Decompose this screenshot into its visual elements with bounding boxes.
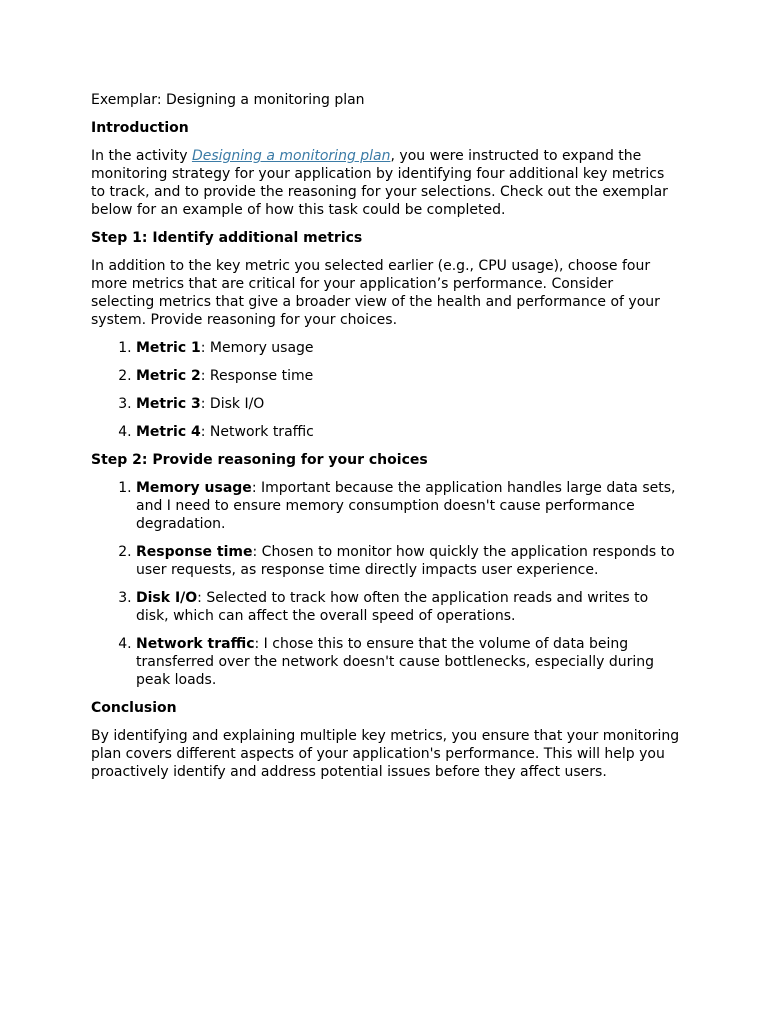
list-item (136, 589, 680, 625)
list-item (136, 635, 680, 689)
metric-term: Metric 4 (136, 424, 201, 440)
conclusion-heading: Conclusion (91, 700, 177, 716)
introduction-paragraph (91, 147, 680, 219)
metric-text: : Disk I/O (200, 396, 265, 412)
intro-text-before-link: In the activity (91, 148, 192, 164)
metrics-list (91, 339, 680, 441)
list-item (136, 367, 680, 385)
list-item (136, 395, 680, 413)
reason-text: : Chosen to monitor how quickly the application responds to user requests, as response time directly impacts user experience. (136, 544, 675, 578)
intro-text-after-link: , you were instructed to expand the monitoring strategy for your application by identifying four additional key metrics to track, and to provide the reasoning for your selections. Check out the exemplar below for an example of how this task could be completed. (91, 148, 668, 218)
document-title: Exemplar: Designing a monitoring plan (91, 92, 365, 108)
list-item (136, 543, 680, 579)
list-item (136, 423, 680, 441)
conclusion-paragraph: By identifying and explaining multiple key metrics, you ensure that your monitoring plan covers different aspects of your application's performance. This will help you proactively identify and address potential issues before they affect users. (91, 728, 680, 780)
metric-text: : Memory usage (200, 340, 314, 356)
step2-heading: Step 2: Provide reasoning for your choices (91, 452, 428, 468)
reason-term: Network traffic (136, 636, 255, 652)
reasoning-list (91, 479, 680, 689)
step1-heading: Step 1: Identify additional metrics (91, 230, 363, 246)
metric-term: Metric 1 (136, 340, 201, 356)
reason-text: : Selected to track how often the application reads and writes to disk, which can affect the overall speed of operations. (136, 590, 649, 624)
metric-text: : Response time (200, 368, 314, 384)
metric-term: Metric 3 (136, 396, 201, 412)
list-item (136, 339, 680, 357)
reason-text: : I chose this to ensure that the volume of data being transferred over the network doesn't cause bottlenecks, especially during peak loads. (136, 636, 655, 688)
reason-text: : Important because the application handles large data sets, and I need to ensure memory consumption doesn't cause performance degradation. (136, 480, 676, 532)
reason-term: Memory usage (136, 480, 252, 496)
metric-term: Metric 2 (136, 368, 201, 384)
reason-term: Disk I/O (136, 590, 198, 606)
activity-link[interactable]: Designing a monitoring plan (191, 148, 391, 164)
list-item (136, 479, 680, 533)
introduction-heading: Introduction (91, 120, 189, 136)
step1-paragraph: In addition to the key metric you selected earlier (e.g., CPU usage), choose four more metrics that are critical for your application’s performance. Consider selecting metrics that give a broader view of the health and performance of your system. Provide reasoning for your choices. (91, 258, 660, 328)
metric-text: : Network traffic (200, 424, 314, 440)
reason-term: Response time (136, 544, 253, 560)
